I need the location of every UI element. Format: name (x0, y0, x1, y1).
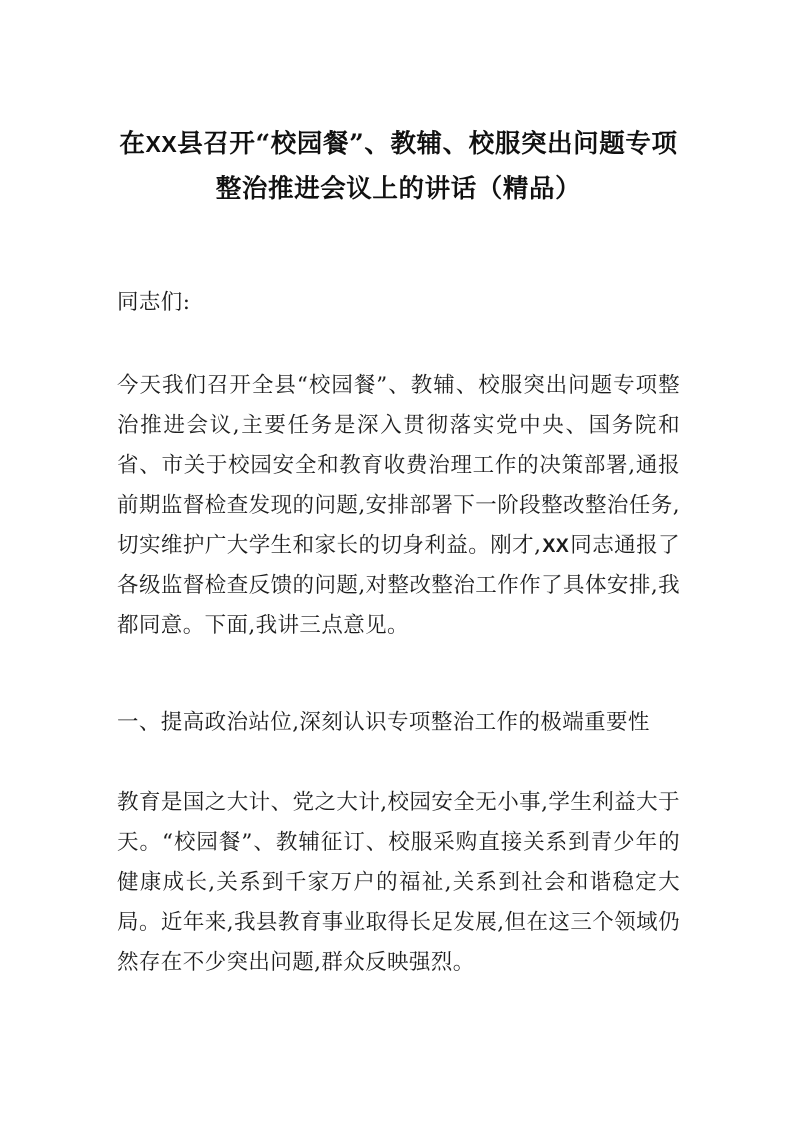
title-line-2: 整治推进会议上的讲话（精品） (215, 174, 582, 204)
document-title (117, 122, 680, 212)
paragraph-education: 教育是国之大计、党之大计,校园安全无小事,学生利益大于天。“校园餐”、教辅征订、校服采购直接关系到青少年的健康成长,关系到千家万户的福祉,关系到社会和谐稳定大局。近年来,我县教育事业取得长足发展,但在这三个领域仍然存在不少突出问题,群众反映强烈。 (117, 790, 680, 975)
paragraph-opening-text-2: 同志通报了各级监督检查反馈的问题,对整改整治工作作了具体安排,我都同意。下面,我讲三点意见。 (117, 533, 680, 638)
paragraph-opening-text-1: 今天我们召开全县“校园餐”、教辅、校服突出问题专项整治推进会议,主要任务是深入贯彻落实党中央、国务院和省、市关于校园安全和教育收费治理工作的决策部署,通报前期监督检查发现的问题,安排部署下一阶段整改整治任务,切实维护广大学生和家长的切身利益。刚才, (117, 373, 680, 558)
title-prefix-text: 在 (119, 129, 146, 159)
section-heading-one: 一、提高政治站位,深刻认识专项整治工作的极端重要性 (117, 710, 650, 735)
paragraph-opening-placeholder-xx: XX (542, 535, 570, 557)
title-suffix-text: 县召开“校园餐”、教辅、校服突出问题专项 (177, 129, 678, 159)
salutation: 同志们: (117, 290, 191, 315)
title-line-1 (119, 129, 677, 159)
paragraph-opening (117, 366, 680, 646)
title-placeholder-xx: XX (145, 131, 178, 157)
